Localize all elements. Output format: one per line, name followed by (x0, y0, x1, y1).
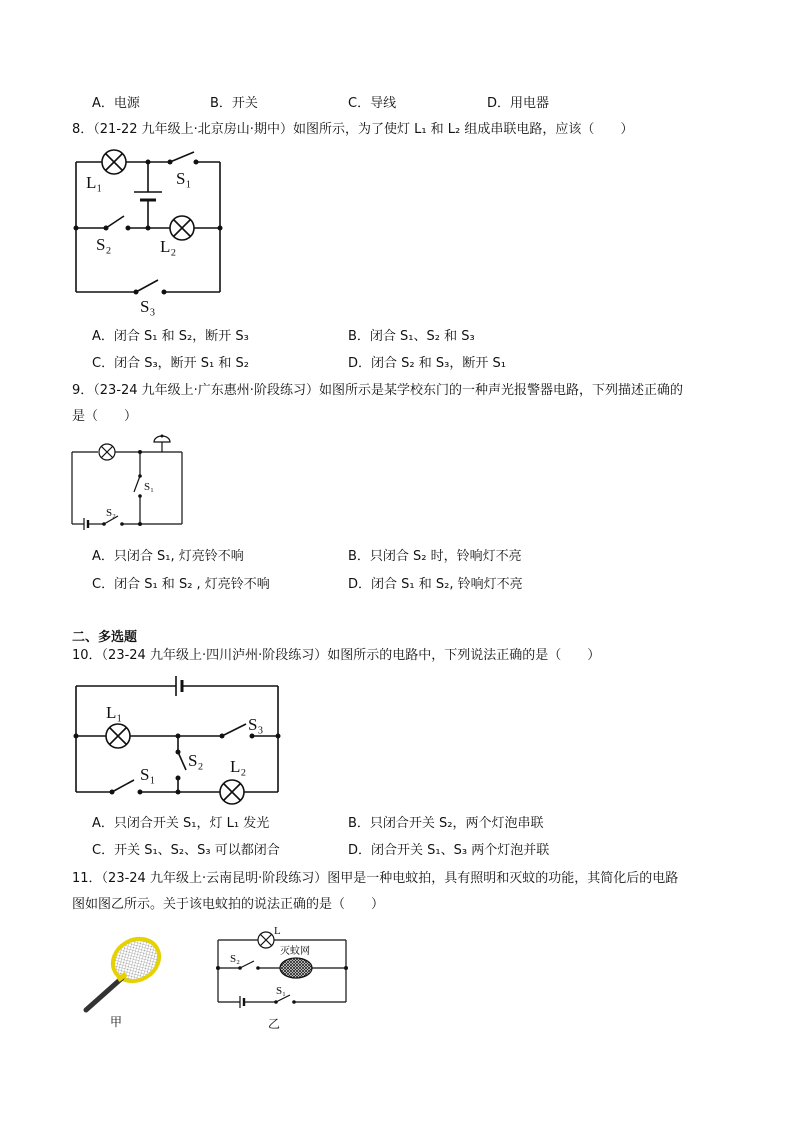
q8-label-l1: L₁ (86, 173, 103, 192)
q11-label-mosquito-net: 灭蚊网 (280, 946, 310, 957)
q11-label-l: L (274, 925, 281, 937)
q8-circuit-diagram (60, 140, 240, 320)
q8-label-l2: L₂ (160, 237, 177, 256)
q8-option-c: C．闭合 S₃，断开 S₁ 和 S₂ (92, 356, 249, 371)
q10-label-s3: S₃ (248, 715, 264, 734)
q10-circuit-diagram (68, 672, 288, 802)
q7-option-c: C．导线 (348, 96, 397, 111)
q11-label-s1: S₁ (276, 985, 286, 997)
q9-label-s2: S₂ (106, 507, 116, 519)
q7-option-d: D．用电器 (487, 96, 550, 111)
q8-label-s1: S₁ (176, 169, 192, 188)
q10-label-s1: S₁ (140, 765, 156, 784)
q8-option-b: B．闭合 S₁、S₂ 和 S₃ (348, 329, 475, 344)
caption-yi: 乙 (268, 1017, 281, 1031)
q9-circuit-diagram (66, 432, 190, 530)
q10-option-a: A．只闭合开关 S₁，灯 L₁ 发光 (92, 816, 270, 831)
q8-option-d: D．闭合 S₂ 和 S₃，断开 S₁ (348, 356, 506, 371)
section-title-multiple-choice: 二、多选题 (72, 630, 138, 645)
q9-option-c: C．闭合 S₁ 和 S₂ , 灯亮铃不响 (92, 577, 270, 592)
q8-stem: 8．（21-22 九年级上·北京房山·期中）如图所示，为了使灯 L₁ 和 L₂ 组成串联电路，应该（ ） (72, 122, 634, 137)
q10-label-l1: L₁ (106, 703, 123, 722)
q11-stem-line1: 11．（23-24 九年级上·云南昆明·阶段练习）图甲是一种电蚊拍，具有照明和灭蚊的功能，其简化后的电路 (72, 871, 679, 886)
q9-stem-line2: 是（ ） (72, 409, 138, 424)
mosquito-racket-illustration (78, 934, 168, 1014)
q11-label-s2: S₂ (230, 953, 240, 965)
q11-circuit-diagram (210, 926, 360, 1016)
q10-label-s2: S₂ (188, 751, 204, 770)
q10-stem: 10．（23-24 九年级上·四川泸州·阶段练习）如图所示的电路中，下列说法正确的是（ ） (72, 648, 601, 663)
q8-option-a: A．闭合 S₁ 和 S₂，断开 S₃ (92, 329, 249, 344)
q10-option-b: B．只闭合开关 S₂，两个灯泡串联 (348, 816, 544, 831)
q8-label-s3: S₃ (140, 297, 156, 316)
q9-stem-line1: 9．（23-24 九年级上·广东惠州·阶段练习）如图所示是某学校东门的一种声光报警器电路，下列描述正确的 (72, 383, 683, 398)
q10-option-d: D．闭合开关 S₁、S₃ 两个灯泡并联 (348, 843, 550, 858)
q9-option-d: D．闭合 S₁ 和 S₂, 铃响灯不亮 (348, 577, 523, 592)
caption-jia: 甲 (110, 1015, 123, 1029)
q11-stem-line2: 图如图乙所示。关于该电蚊拍的说法正确的是（ ） (72, 897, 385, 912)
q10-label-l2: L₂ (230, 757, 247, 776)
q7-option-a: A．电源 (92, 96, 140, 111)
q9-label-s1: S₁ (144, 481, 154, 493)
q10-option-c: C．开关 S₁、S₂、S₃ 可以都闭合 (92, 843, 280, 858)
q7-option-b: B．开关 (210, 96, 258, 111)
q8-label-s2: S₂ (96, 235, 112, 254)
q9-option-a: A．只闭合 S₁, 灯亮铃不响 (92, 549, 244, 564)
q9-option-b: B．只闭合 S₂ 时，铃响灯不亮 (348, 549, 522, 564)
